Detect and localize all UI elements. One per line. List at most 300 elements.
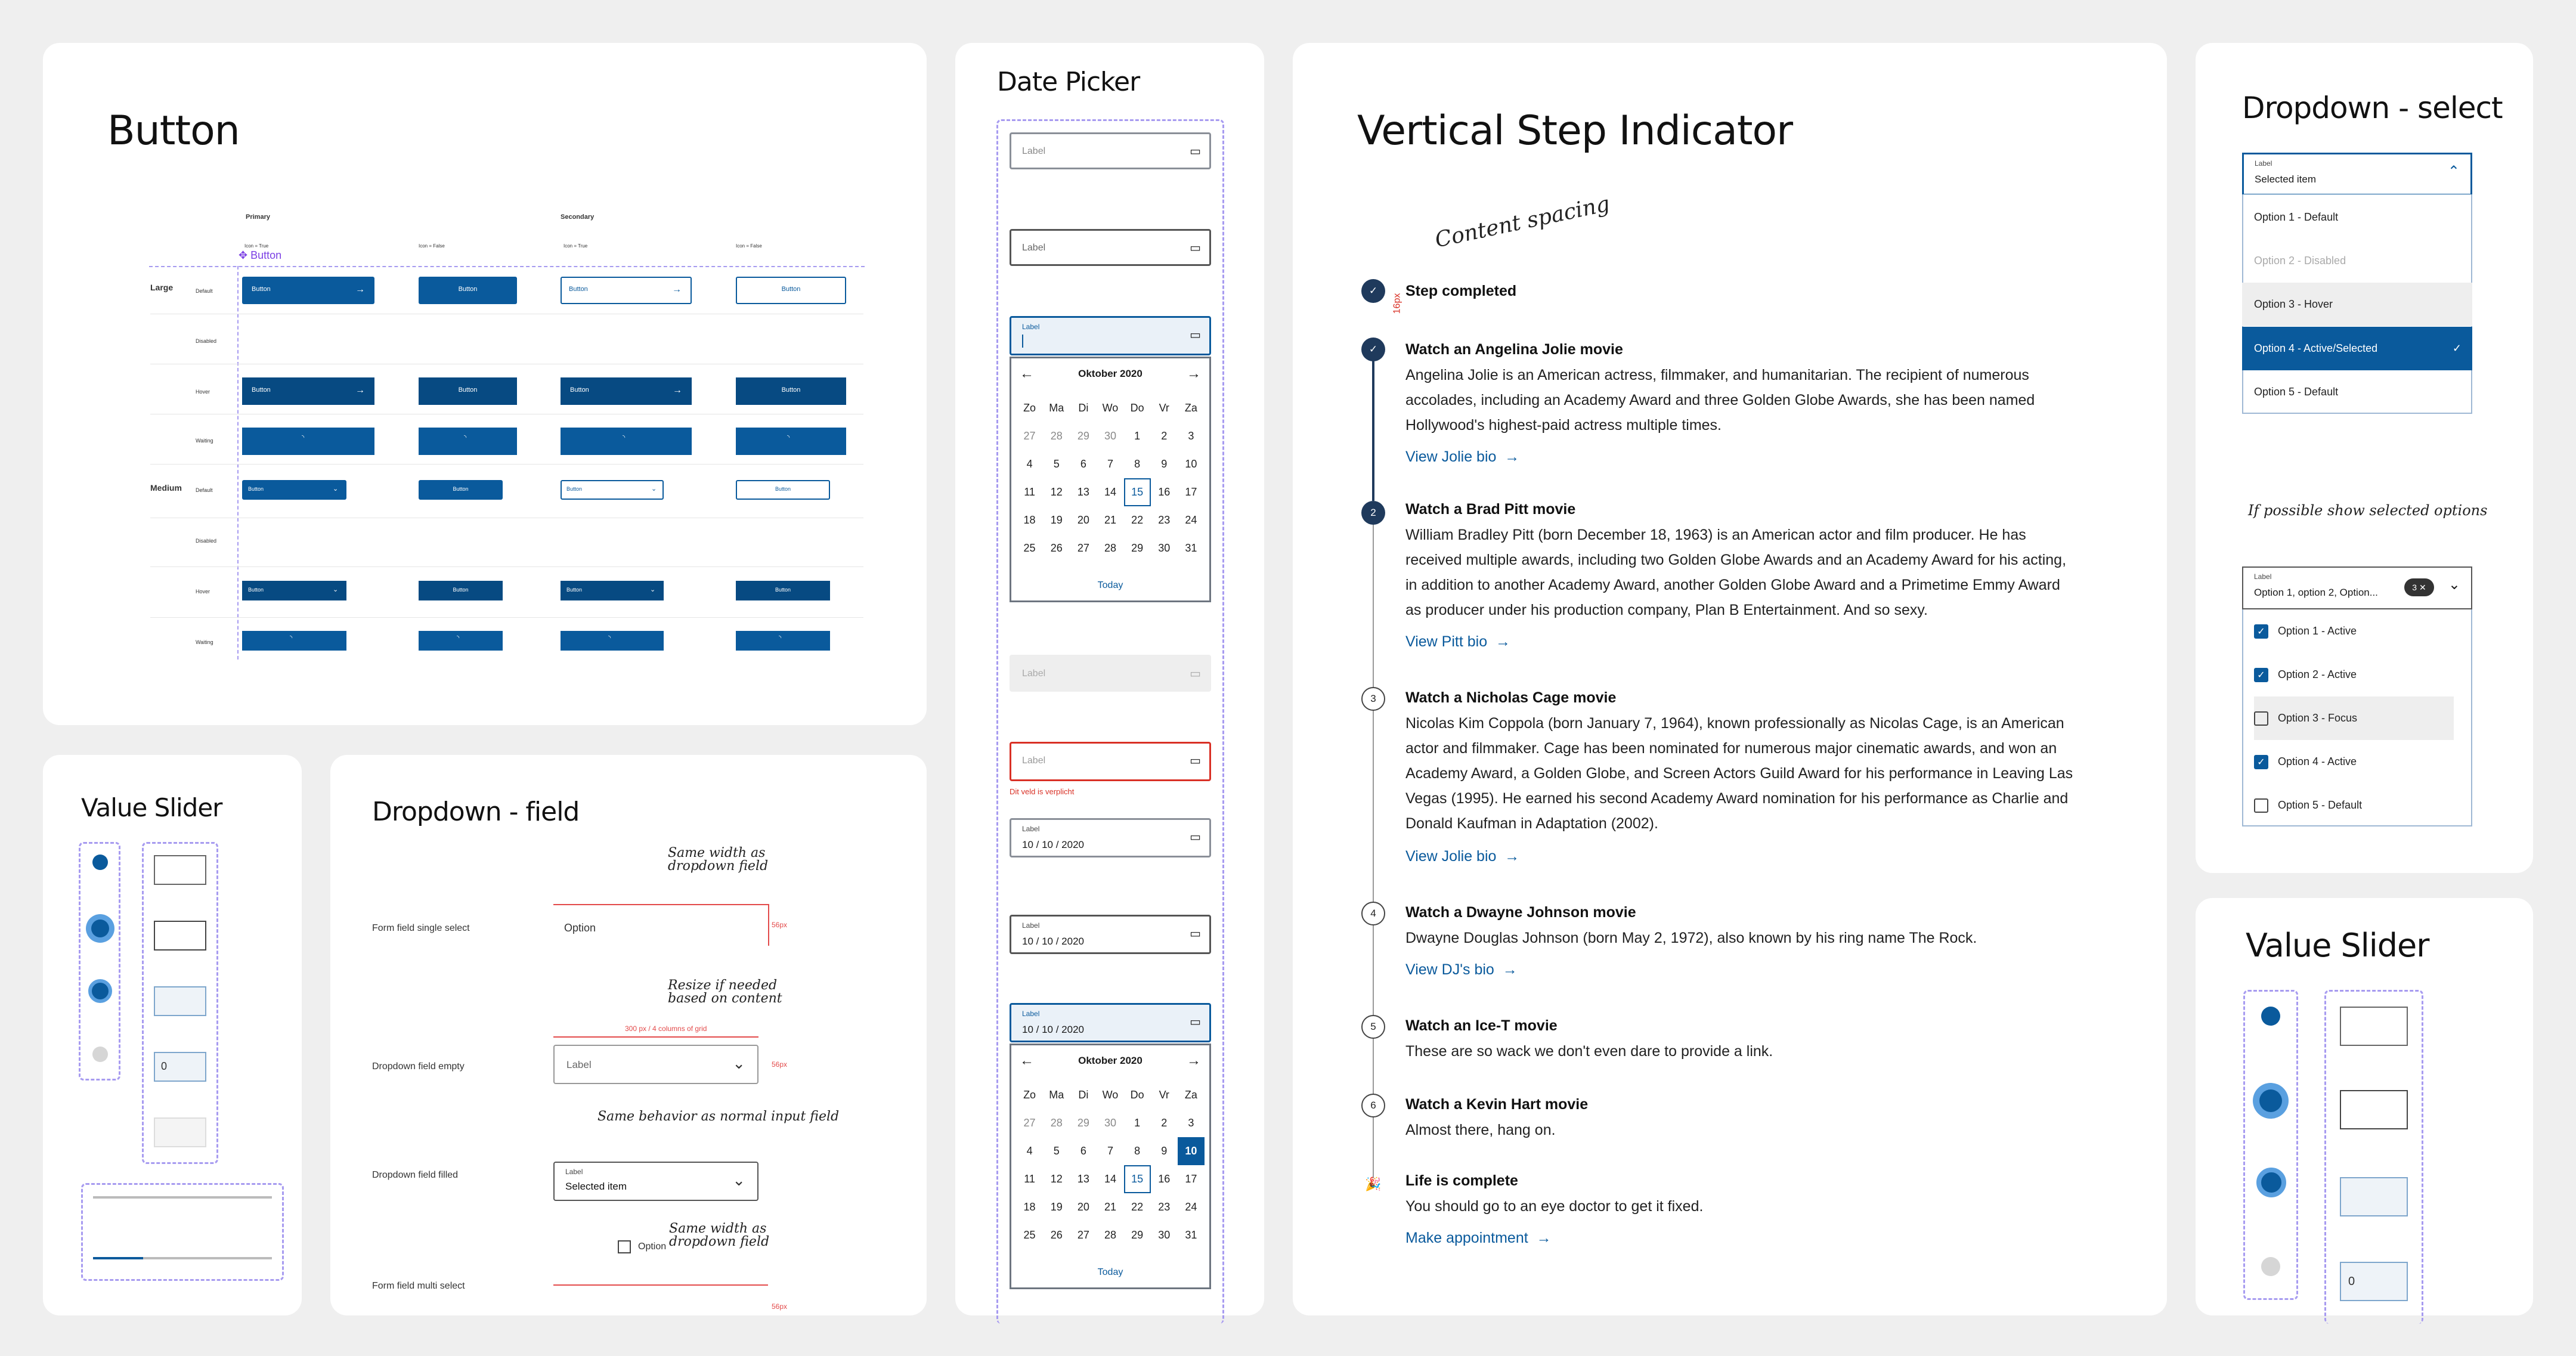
dropdown-label: Label bbox=[565, 1168, 583, 1176]
calendar-day[interactable]: 16 bbox=[1158, 486, 1171, 498]
calendar-day[interactable]: 8 bbox=[1134, 458, 1141, 470]
calendar-day[interactable]: 17 bbox=[1185, 486, 1197, 498]
weekday: Do bbox=[1130, 1089, 1144, 1101]
calendar-day[interactable]: 23 bbox=[1158, 514, 1171, 526]
calendar-day[interactable]: 4 bbox=[1026, 458, 1033, 470]
checkbox-checked-icon: ✓ bbox=[2254, 755, 2268, 769]
calendar-day[interactable]: 31 bbox=[1185, 1229, 1197, 1241]
step-line-completed bbox=[1372, 360, 1374, 501]
slider-input-focus[interactable] bbox=[2340, 1177, 2408, 1216]
col-sub-2: Icon = False bbox=[419, 243, 445, 249]
date-value: 10 / 10 / 2020 bbox=[1022, 839, 1084, 850]
calendar-day[interactable]: 9 bbox=[1161, 458, 1168, 470]
arrow-right-icon: → bbox=[1491, 633, 1511, 650]
btn-secondary-icon-large[interactable] bbox=[561, 277, 692, 304]
btn-label: Button bbox=[781, 386, 801, 394]
calendar-icon: ▭ bbox=[1190, 754, 1201, 767]
multi-select-checkbox[interactable] bbox=[618, 1240, 631, 1253]
row-dropdown-empty: Dropdown field empty bbox=[372, 1061, 465, 1072]
calendar-day[interactable]: 30 bbox=[1104, 1117, 1116, 1129]
chevron-up-icon: ⌃ bbox=[2447, 163, 2460, 179]
btn-label: Button bbox=[248, 587, 264, 593]
btn-secondary-large[interactable] bbox=[736, 277, 846, 304]
calendar-day[interactable]: 28 bbox=[1050, 430, 1063, 442]
arrow-right-icon: → bbox=[1500, 448, 1520, 465]
dim-line-multi bbox=[553, 1284, 768, 1286]
multiselect-option[interactable] bbox=[2254, 740, 2454, 784]
btn-waiting-medium bbox=[561, 631, 664, 651]
btn-primary-medium[interactable] bbox=[419, 480, 503, 500]
btn-label: Button bbox=[458, 286, 478, 293]
calendar-day[interactable]: 22 bbox=[1131, 1201, 1144, 1213]
calendar-day[interactable]: 1 bbox=[1134, 430, 1141, 442]
prev-month-icon[interactable]: ← bbox=[1020, 1052, 1034, 1069]
arrow-right-icon: → bbox=[1500, 848, 1520, 865]
spinner-icon: ◝ bbox=[302, 434, 305, 441]
row-divider bbox=[150, 566, 863, 567]
btn-secondary-medium[interactable] bbox=[736, 480, 830, 500]
checkbox-checked-icon: ✓ bbox=[2254, 624, 2268, 639]
slider-knob-default[interactable] bbox=[92, 855, 108, 870]
multiselect-option-text: Option 4 - Active bbox=[2278, 756, 2357, 767]
calendar-day[interactable]: 10 bbox=[1178, 1137, 1205, 1165]
step-check-icon: ✓ bbox=[1361, 338, 1385, 361]
checkbox-checked-icon: ✓ bbox=[2254, 668, 2268, 682]
chevron-down-icon: ⌄ bbox=[732, 1054, 745, 1072]
slider-knobs-frame bbox=[2243, 990, 2298, 1300]
calendar-day[interactable]: 22 bbox=[1131, 514, 1144, 526]
slider-track-filled[interactable] bbox=[93, 1257, 272, 1259]
arrow-right-icon: → bbox=[1498, 961, 1518, 978]
calendar-day[interactable]: 25 bbox=[1023, 542, 1036, 554]
calendar-popup-2 bbox=[1010, 1044, 1211, 1289]
checkbox-empty-icon bbox=[2254, 798, 2268, 813]
select-option-selected[interactable] bbox=[2242, 327, 2472, 370]
step-body: Dwayne Douglas Johnson (born May 2, 1972), also known by his ring name The Rock. bbox=[1405, 930, 1977, 946]
row-divider bbox=[150, 464, 863, 465]
slider-input-default[interactable] bbox=[2340, 1007, 2408, 1046]
select-field-open[interactable] bbox=[2242, 153, 2472, 194]
calendar-day[interactable]: 23 bbox=[1158, 1201, 1171, 1213]
chevron-down-icon: ⌄ bbox=[650, 586, 656, 593]
calendar-day[interactable]: 11 bbox=[1024, 486, 1035, 498]
step-link[interactable] bbox=[1405, 961, 1518, 979]
calendar-day[interactable]: 30 bbox=[1158, 1229, 1171, 1241]
slider-knob-focus[interactable] bbox=[2256, 1168, 2286, 1197]
slider-input-hover[interactable] bbox=[154, 921, 206, 951]
calendar-day[interactable]: 28 bbox=[1050, 1117, 1063, 1129]
spinner-icon: ◝ bbox=[787, 434, 790, 441]
slider-knob-disabled bbox=[92, 1047, 108, 1062]
chevron-down-icon: ⌄ bbox=[333, 586, 339, 593]
dropdown-field-filled[interactable] bbox=[553, 1162, 758, 1201]
slider-knob-disabled bbox=[2261, 1257, 2280, 1276]
arrow-right-icon: → bbox=[355, 284, 365, 295]
chevron-down-icon: ⌄ bbox=[651, 485, 657, 493]
state-hover-l: Hover bbox=[196, 389, 210, 395]
date-label: Label bbox=[1022, 825, 1040, 833]
calendar-day[interactable]: 3 bbox=[1188, 1117, 1194, 1129]
btn-waiting-large bbox=[242, 428, 374, 455]
calendar-day[interactable]: 6 bbox=[1080, 458, 1086, 470]
select-option[interactable]: Option 1 - Default bbox=[2254, 211, 2339, 223]
step-body: Angelina Jolie is an American actress, filmmaker, and humanitarian. The recipient of numerous accolades, including an Academy Award and three Golden Globe Awards, she has been named Hollywood's highest-paid actress multiple times. bbox=[1405, 367, 2035, 434]
weekday: Vr bbox=[1159, 1089, 1169, 1101]
multiselect-field[interactable] bbox=[2242, 566, 2472, 609]
size-medium: Medium bbox=[150, 483, 182, 493]
day-grid bbox=[1016, 422, 1205, 562]
date-label: Label bbox=[1022, 921, 1040, 930]
dropdown-field-card bbox=[330, 755, 927, 1315]
calendar-day[interactable]: 26 bbox=[1050, 542, 1063, 554]
btn-primary-icon-medium-hover[interactable] bbox=[242, 581, 346, 600]
step-body: Almost there, hang on. bbox=[1405, 1122, 1556, 1138]
multiselect-option-focus[interactable] bbox=[2254, 696, 2454, 740]
calendar-icon: ▭ bbox=[1190, 329, 1201, 342]
step-title: Watch an Angelina Jolie movie bbox=[1405, 341, 1623, 358]
count-badge[interactable]: 3 ✕ bbox=[2404, 578, 2434, 596]
calendar-day[interactable]: 27 bbox=[1023, 1117, 1036, 1129]
step-link-text: View DJ's bio bbox=[1405, 961, 1494, 978]
calendar-icon: ▭ bbox=[1190, 667, 1201, 680]
calendar-day[interactable]: 25 bbox=[1023, 1229, 1036, 1241]
btn-secondary-large-hover[interactable] bbox=[736, 377, 846, 405]
calendar-day[interactable]: 18 bbox=[1023, 514, 1036, 526]
calendar-day[interactable]: 11 bbox=[1024, 1173, 1035, 1185]
calendar-day[interactable]: 30 bbox=[1158, 542, 1171, 554]
slider-knob-default[interactable] bbox=[2261, 1007, 2280, 1026]
component-label: ✥ Button bbox=[239, 249, 282, 261]
weekday: Za bbox=[1184, 402, 1197, 414]
step-title: Watch a Dwayne Johnson movie bbox=[1405, 904, 1636, 921]
btn-primary-large-hover[interactable] bbox=[419, 377, 517, 405]
state-default-m: Default bbox=[196, 487, 213, 493]
calendar-day[interactable]: 27 bbox=[1023, 430, 1036, 442]
select-value: Selected item bbox=[2255, 174, 2316, 185]
slider-input-filled[interactable]: 0 bbox=[154, 1052, 206, 1082]
calendar-day[interactable]: 18 bbox=[1023, 1201, 1036, 1213]
calendar-day[interactable]: 12 bbox=[1050, 1173, 1063, 1185]
calendar-day[interactable]: 31 bbox=[1185, 542, 1197, 554]
weekday: Za bbox=[1184, 1089, 1197, 1101]
calendar-day[interactable]: 20 bbox=[1077, 514, 1089, 526]
btn-waiting-medium bbox=[242, 631, 346, 651]
calendar-day[interactable]: 13 bbox=[1077, 486, 1089, 498]
calendar-day[interactable]: 6 bbox=[1080, 1145, 1086, 1157]
btn-label: Button bbox=[566, 486, 583, 492]
step-body: These are so wack we don't even dare to provide a link. bbox=[1405, 1043, 1773, 1060]
multi-select-option: Option bbox=[638, 1242, 667, 1252]
step-title: Watch an Ice-T movie bbox=[1405, 1017, 1558, 1034]
step-link[interactable] bbox=[1405, 848, 1519, 865]
selection-line-v bbox=[237, 266, 239, 660]
step-link-text: View Pitt bio bbox=[1405, 633, 1488, 650]
button-card-title: Button bbox=[107, 107, 240, 154]
row-multi-select: Form field multi select bbox=[372, 1281, 465, 1291]
btn-label: Button bbox=[781, 286, 801, 293]
slider-track-fill bbox=[93, 1257, 143, 1259]
dim-56-multi: 56px bbox=[772, 1302, 788, 1311]
calendar-icon: ▭ bbox=[1190, 145, 1201, 158]
col-sub-3: Icon = True bbox=[564, 243, 588, 249]
state-default-l: Default bbox=[196, 288, 213, 294]
weekday: Wo bbox=[1102, 402, 1119, 414]
col-primary: Primary bbox=[246, 213, 270, 221]
date-label: Label bbox=[1022, 323, 1040, 331]
today-link[interactable]: Today bbox=[1097, 1267, 1123, 1277]
anno-same-width: Same width as dropdown field bbox=[668, 846, 769, 874]
step-title: Life is complete bbox=[1405, 1172, 1518, 1189]
calendar-day[interactable]: 3 bbox=[1188, 430, 1194, 442]
btn-label: Button bbox=[566, 587, 583, 593]
calendar-day[interactable]: 4 bbox=[1026, 1145, 1033, 1157]
calendar-day[interactable]: 21 bbox=[1104, 1201, 1116, 1213]
step-body: Nicolas Kim Coppola (born January 7, 1964), known professionally as Nicolas Cage, is an American actor and filmmaker. Cage has been nominated for numerous major cinematic awards, and won an Academy Award, a Golden Globe, and Screen Actors Guild Award for his performance in Leaving Las Vegas (1995). He earned his second Academy Award nomination for his performance as Charlie and Donald Kaufman in Adaptation (2002). bbox=[1405, 715, 2073, 832]
step-link-text: View Jolie bio bbox=[1405, 448, 1497, 465]
calendar-day[interactable]: 24 bbox=[1185, 1201, 1197, 1213]
calendar-month: Oktober 2020 bbox=[1078, 368, 1143, 379]
count-badge-value: 3 bbox=[2412, 583, 2417, 592]
calendar-day[interactable]: 5 bbox=[1053, 458, 1060, 470]
dim-56-single: 56px bbox=[772, 921, 788, 929]
spinner-icon: ◝ bbox=[779, 634, 782, 642]
calendar-day[interactable]: 19 bbox=[1050, 514, 1063, 526]
step-number: 5 bbox=[1361, 1015, 1385, 1039]
step-check-icon: ✓ bbox=[1361, 279, 1385, 303]
weekday-row bbox=[1016, 1081, 1205, 1109]
calendar-day[interactable]: 7 bbox=[1107, 458, 1113, 470]
option-text: Option bbox=[564, 922, 596, 934]
date-field-filled-focus[interactable] bbox=[1010, 1003, 1211, 1042]
today-link[interactable]: Today bbox=[1097, 580, 1123, 590]
spinner-icon: ◝ bbox=[457, 634, 460, 642]
calendar-day[interactable]: 5 bbox=[1053, 1145, 1060, 1157]
slider-input-filled[interactable]: 0 bbox=[2340, 1262, 2408, 1301]
slider-input-disabled bbox=[154, 1117, 206, 1147]
col-secondary: Secondary bbox=[561, 213, 595, 221]
calendar-day[interactable]: 20 bbox=[1077, 1201, 1089, 1213]
weekday: Ma bbox=[1049, 1089, 1064, 1101]
slider-input-default[interactable] bbox=[154, 855, 206, 885]
spinner-icon: ◝ bbox=[623, 434, 626, 441]
calendar-day[interactable]: 9 bbox=[1161, 1145, 1168, 1157]
dim-56-empty: 56px bbox=[772, 1060, 788, 1069]
calendar-day[interactable]: 26 bbox=[1050, 1229, 1063, 1241]
date-field-disabled bbox=[1010, 655, 1211, 692]
btn-label: Button bbox=[248, 486, 264, 492]
btn-label: Button bbox=[252, 386, 271, 394]
slider-knob-focus[interactable] bbox=[88, 979, 112, 1003]
value-slider-title-large: Value Slider bbox=[2246, 927, 2429, 964]
slider-knob-core bbox=[91, 920, 109, 937]
row-single-select: Form field single select bbox=[372, 923, 470, 933]
btn-label: Button bbox=[569, 286, 588, 293]
calendar-day[interactable]: 14 bbox=[1104, 486, 1116, 498]
step-title: Step completed bbox=[1405, 283, 1517, 299]
multiselect-option[interactable] bbox=[2254, 653, 2454, 696]
anno-behavior: Same behavior as normal input field bbox=[597, 1109, 840, 1124]
anno-resize: Resize if needed based on content bbox=[668, 978, 782, 1006]
btn-label: Button bbox=[252, 286, 271, 293]
slider-track-empty bbox=[93, 1196, 272, 1199]
state-waiting-l: Waiting bbox=[196, 438, 213, 444]
chevron-down-icon: ⌄ bbox=[732, 1171, 745, 1189]
calendar-day[interactable]: 27 bbox=[1077, 1229, 1089, 1241]
calendar-day[interactable]: 14 bbox=[1104, 1173, 1116, 1185]
step-link[interactable] bbox=[1405, 633, 1510, 651]
text-cursor bbox=[1022, 335, 1023, 348]
btn-secondary-icon-medium[interactable] bbox=[561, 480, 664, 500]
calendar-day[interactable]: 7 bbox=[1107, 1145, 1113, 1157]
btn-primary-large[interactable] bbox=[419, 277, 517, 304]
spinner-icon: ◝ bbox=[290, 634, 293, 642]
select-option-hover[interactable]: Option 3 - Hover bbox=[2242, 283, 2472, 326]
weekday: Di bbox=[1078, 1089, 1089, 1101]
arrow-right-icon: → bbox=[672, 284, 682, 295]
date-field-filled-hover[interactable] bbox=[1010, 915, 1211, 954]
calendar-day[interactable]: 30 bbox=[1104, 430, 1116, 442]
weekday: Vr bbox=[1159, 402, 1169, 414]
select-option[interactable]: Option 5 - Default bbox=[2254, 386, 2339, 398]
btn-primary-icon-medium[interactable] bbox=[242, 480, 346, 500]
component-label-text: Button bbox=[250, 249, 282, 261]
calendar-day[interactable]: 27 bbox=[1077, 542, 1089, 554]
step-body: William Bradley Pitt (born December 18, 1963) is an American actor and film producer. He has received multiple awards, including two Golden Globe Awards and an Academy Award for his acting, in addition to another Academy Award, another Golden Globe Award and a Primetime Emmy Award as producer under his production company, Plan B Entertainment. And so sexy. bbox=[1405, 527, 2067, 618]
dropdown-placeholder: Label bbox=[566, 1059, 592, 1070]
dropdown-field-title: Dropdown - field bbox=[372, 797, 580, 827]
spacing-label: 16px bbox=[1392, 293, 1402, 314]
btn-waiting-large bbox=[736, 428, 846, 455]
calendar-day[interactable]: 8 bbox=[1134, 1145, 1141, 1157]
btn-label: Button bbox=[775, 587, 791, 593]
col-sub-4: Icon = False bbox=[736, 243, 762, 249]
calendar-day[interactable]: 19 bbox=[1050, 1201, 1063, 1213]
prev-month-icon[interactable]: ← bbox=[1020, 366, 1034, 382]
calendar-day[interactable]: 15 bbox=[1124, 478, 1151, 506]
date-label: Label bbox=[1022, 146, 1046, 156]
chevron-down-icon: ⌄ bbox=[2448, 577, 2460, 593]
step-link-text: View Jolie bio bbox=[1405, 848, 1497, 865]
step-link-text: Make appointment bbox=[1405, 1230, 1528, 1246]
multiselect-option-text: Option 2 - Active bbox=[2278, 668, 2357, 680]
btn-secondary-icon-medium-hover[interactable] bbox=[561, 581, 664, 600]
calendar-day[interactable]: 28 bbox=[1104, 542, 1116, 554]
date-field-error[interactable] bbox=[1010, 742, 1211, 781]
multiselect-label: Label bbox=[2254, 572, 2272, 581]
step-link[interactable] bbox=[1405, 448, 1519, 466]
select-option-selected-text: Option 4 - Active/Selected bbox=[2254, 342, 2378, 354]
date-field-focus[interactable] bbox=[1010, 316, 1211, 355]
multiselect-option[interactable] bbox=[2254, 784, 2454, 827]
multiselect-value: Option 1, option 2, Option... bbox=[2254, 587, 2378, 598]
calendar-day[interactable]: 17 bbox=[1185, 1173, 1197, 1185]
step-body: You should go to an eye doctor to get it fixed. bbox=[1405, 1198, 1704, 1215]
calendar-day[interactable]: 29 bbox=[1131, 542, 1144, 554]
weekday: Wo bbox=[1102, 1089, 1119, 1101]
calendar-day[interactable]: 12 bbox=[1050, 486, 1063, 498]
calendar-day[interactable]: 29 bbox=[1131, 1229, 1144, 1241]
calendar-day[interactable]: 29 bbox=[1077, 430, 1089, 442]
date-label: Label bbox=[1022, 243, 1046, 253]
dropdown-field-empty[interactable] bbox=[553, 1045, 758, 1084]
slider-input-focus[interactable] bbox=[154, 986, 206, 1016]
btn-label: Button bbox=[775, 486, 791, 492]
step-number: 4 bbox=[1361, 902, 1385, 925]
row-dropdown-filled: Dropdown field filled bbox=[372, 1170, 459, 1180]
date-field-default[interactable] bbox=[1010, 132, 1211, 169]
chevron-down-icon: ⌄ bbox=[333, 485, 339, 493]
value-slider-title-small: Value Slider bbox=[81, 793, 222, 822]
next-month-icon[interactable]: → bbox=[1187, 1052, 1201, 1069]
date-picker-title: Date Picker bbox=[997, 67, 1140, 97]
calendar-icon: ▭ bbox=[1190, 1016, 1201, 1029]
step-indicator-title: Vertical Step Indicator bbox=[1357, 107, 1793, 154]
multiselect-option[interactable] bbox=[2254, 609, 2454, 653]
btn-primary-icon-large-hover[interactable] bbox=[242, 377, 374, 405]
calendar-day[interactable]: 28 bbox=[1104, 1229, 1116, 1241]
btn-primary-icon-large[interactable] bbox=[242, 277, 374, 304]
row-divider bbox=[150, 617, 863, 618]
date-label: Label bbox=[1022, 668, 1046, 679]
state-disabled-l: Disabled bbox=[196, 338, 217, 344]
btn-secondary-medium-hover[interactable] bbox=[736, 581, 830, 600]
next-month-icon[interactable]: → bbox=[1187, 366, 1201, 382]
slider-knob-hover[interactable] bbox=[2253, 1083, 2289, 1119]
calendar-day[interactable]: 16 bbox=[1158, 1173, 1171, 1185]
date-value: 10 / 10 / 2020 bbox=[1022, 1024, 1084, 1035]
dim-line-single bbox=[553, 904, 768, 905]
calendar-day[interactable]: 1 bbox=[1134, 1117, 1141, 1129]
step-link[interactable] bbox=[1405, 1230, 1552, 1247]
calendar-day[interactable]: 24 bbox=[1185, 514, 1197, 526]
anno-show-selected: If possible show selected options bbox=[2248, 502, 2488, 519]
calendar-icon: ▭ bbox=[1190, 927, 1201, 940]
arrow-right-icon: → bbox=[673, 385, 682, 395]
slider-input-hover[interactable] bbox=[2340, 1090, 2408, 1129]
weekday: Ma bbox=[1049, 402, 1064, 414]
calendar-day[interactable]: 2 bbox=[1161, 1117, 1168, 1129]
calendar-day[interactable]: 29 bbox=[1077, 1117, 1089, 1129]
size-large: Large bbox=[150, 283, 174, 292]
date-field-filled[interactable] bbox=[1010, 818, 1211, 857]
calendar-day[interactable]: 21 bbox=[1104, 514, 1116, 526]
step-line-rest bbox=[1373, 525, 1374, 1178]
multiselect-option-text: Option 1 - Active bbox=[2278, 625, 2357, 637]
weekday: Zo bbox=[1023, 402, 1036, 414]
date-value: 10 / 10 / 2020 bbox=[1022, 936, 1084, 947]
weekday: Di bbox=[1078, 402, 1089, 414]
calendar-month: Oktober 2020 bbox=[1078, 1055, 1143, 1066]
party-popper-icon: 🎉 bbox=[1365, 1177, 1382, 1191]
btn-label: Button bbox=[570, 386, 589, 394]
calendar-day[interactable]: 10 bbox=[1185, 458, 1197, 470]
step-number: 3 bbox=[1361, 687, 1385, 711]
anno-content-spacing: Content spacing bbox=[1432, 191, 1612, 253]
date-field-hover[interactable] bbox=[1010, 229, 1211, 266]
calendar-day[interactable]: 15 bbox=[1124, 1165, 1151, 1193]
dim-line-300 bbox=[553, 1036, 758, 1038]
calendar-day[interactable]: 2 bbox=[1161, 430, 1168, 442]
dim-line-v-single bbox=[768, 904, 769, 946]
btn-primary-medium-hover[interactable] bbox=[419, 581, 503, 600]
calendar-day[interactable]: 13 bbox=[1077, 1173, 1089, 1185]
btn-secondary-icon-large-hover[interactable] bbox=[561, 377, 692, 405]
btn-label: Button bbox=[458, 386, 478, 394]
calendar-popup-1 bbox=[1010, 357, 1211, 602]
btn-label: Button bbox=[453, 587, 469, 593]
slider-knob-hover[interactable] bbox=[86, 914, 114, 943]
multiselect-option-text: Option 3 - Focus bbox=[2278, 712, 2358, 724]
